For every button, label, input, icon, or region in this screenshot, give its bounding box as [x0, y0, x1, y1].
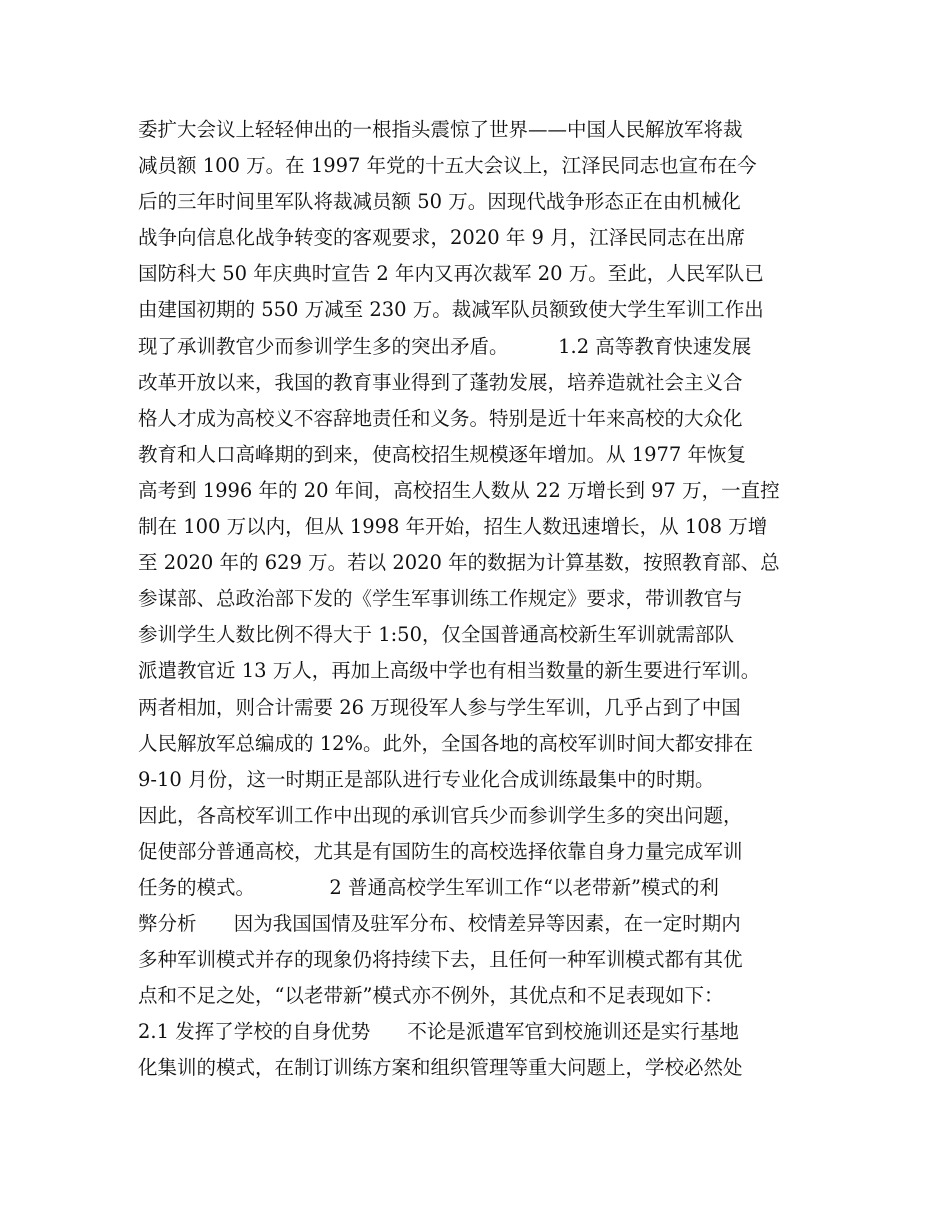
text-line: 化集训的模式，在制订训练方案和组织管理等重大问题上，学校必然处: [138, 1056, 743, 1080]
text-line: 战争向信息化战争转变的客观要求，2020 年 9 月，江泽民同志在出席: [138, 226, 746, 250]
body-text: [138, 112, 838, 1087]
text-line: 减员额 100 万。在 1997 年党的十五大会议上，江泽民同志也宣布在今: [138, 154, 757, 178]
text-line: 因此，各高校军训工作中出现的承训官兵少而参训学生多的突出问题，: [138, 803, 743, 827]
text-line: 国防科大 50 年庆典时宣告 2 年内又再次裁军 20 万。至此，人民军队已: [138, 262, 764, 286]
text-line: 2.1 发挥了学校的自身优势 不论是派遣军官到校施训还是实行基地: [138, 1020, 739, 1044]
text-line: 派遣教官近 13 万人，再加上高级中学也有相当数量的新生要进行军训。: [138, 659, 761, 683]
text-line: 两者相加，则合计需要 26 万现役军人参与学生军训，几乎占到了中国: [138, 695, 741, 719]
text-line: 后的三年时间里军队将裁减员额 50 万。因现代战争形态正在由机械化: [138, 190, 741, 214]
text-line: 任务的模式。 2 普通高校学生军训工作“以老带新”模式的利: [138, 875, 719, 899]
text-line: 至 2020 年的 629 万。若以 2020 年的数据为计算基数，按照教育部、总: [138, 551, 780, 575]
text-line: 弊分析 因为我国国情及驻军分布、校情差异等因素，在一定时期内: [138, 912, 741, 936]
text-line: 格人才成为高校义不容辞地责任和义务。特别是近十年来高校的大众化: [138, 406, 743, 430]
text-line: 制在 100 万以内，但从 1998 年开始，招生人数迅速增长，从 108 万增: [138, 515, 768, 539]
text-line: 高考到 1996 年的 20 年间，高校招生人数从 22 万增长到 97 万，一直控: [138, 478, 780, 502]
text-line: 9-10 月份，这一时期正是部队进行专业化合成训练最集中的时期。: [138, 767, 715, 791]
text-line: 现了承训教官少而参训学生多的突出矛盾。 1.2 高等教育快速发展: [138, 334, 752, 358]
text-line: 促使部分普通高校，尤其是有国防生的高校选择依靠自身力量完成军训: [138, 839, 743, 863]
text-line: 人民解放军总编成的 12%。此外，全国各地的高校军训时间大都安排在: [138, 731, 754, 755]
text-line: 多种军训模式并存的现象仍将持续下去，且任何一种军训模式都有其优: [138, 948, 743, 972]
text-line: 参训学生人数比例不得大于 1:50，仅全国普通高校新生军训就需部队: [138, 623, 734, 647]
text-line: 教育和人口高峰期的到来，使高校招生规模逐年增加。从 1977 年恢复: [138, 442, 747, 466]
text-line: 参谋部、总政治部下发的《学生军事训练工作规定》要求，带训教官与: [138, 587, 743, 611]
text-line: 委扩大会议上轻轻伸出的一根指头震惊了世界——中国人民解放军将裁: [138, 118, 743, 141]
text-line: 点和不足之处，“以老带新”模式亦不例外，其优点和不足表现如下：: [138, 984, 724, 1008]
text-line: 改革开放以来，我国的教育事业得到了蓬勃发展，培养造就社会主义合: [138, 370, 743, 394]
text-line: 由建国初期的 550 万减至 230 万。裁减军队员额致使大学生军训工作出: [138, 298, 764, 322]
